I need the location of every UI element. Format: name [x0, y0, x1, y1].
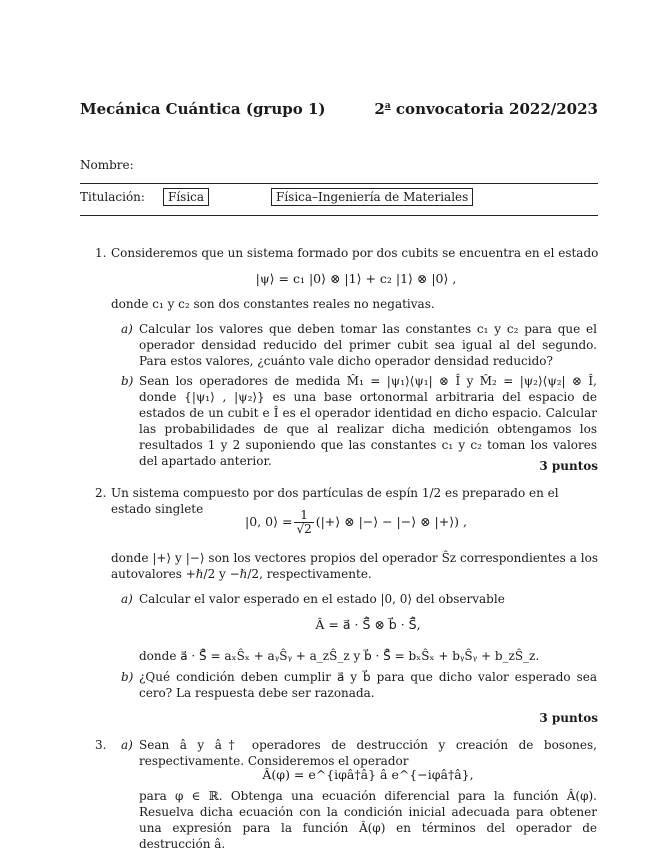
q2-after: donde |+⟩ y |−⟩ son los vectores propios del operador Ŝz correspondientes a los autovalores +ℏ/2 y −ℏ/2, respectivamente. [111, 551, 598, 581]
q1-a-label: a) [121, 322, 133, 336]
q2-equation [111, 509, 601, 536]
option-fisica-materiales[interactable]: Física–Ingeniería de Materiales [271, 188, 473, 206]
q2-a-text: Calcular el valor esperado en el estado |0, 0⟩ del observable [139, 592, 505, 606]
bottom-rule [80, 215, 598, 216]
q2-intro: Un sistema compuesto por dos partículas de espín 1/2 es preparado en el estado singlete [111, 486, 559, 516]
q2-number: 2. [95, 486, 107, 500]
nombre-label: Nombre: [80, 158, 134, 172]
q2-a-where: donde a⃗ · S⃗̂ = aₓŜₓ + aᵧŜᵧ + a_zŜ_z y b⃗ · S⃗̂ = bₓŜₓ + bᵧŜᵧ + b_zŜ_z. [139, 649, 540, 663]
q1-number: 1. [95, 246, 107, 260]
q2-points: 3 puntos [539, 711, 598, 725]
q2-a-label: a) [121, 592, 133, 606]
option-fisica[interactable]: Física [163, 188, 209, 206]
q1-b-label: b) [121, 374, 134, 388]
q2-eq-lhs: |0, 0⟩ = [245, 514, 293, 529]
q3-number: 3. [95, 738, 107, 752]
q3-a-text: Sean â y â† operadores de destrucción y creación de bosones, respectivamente. Consideremos el operador [139, 738, 597, 768]
q1-after: donde c₁ y c₂ son dos constantes reales no negativas. [111, 297, 435, 311]
top-rule [80, 183, 598, 184]
titulacion-label: Titulación: [80, 190, 145, 204]
q2-a-equation: Â = a⃗ · S⃗̂ ⊗ b⃗ · S⃗̂, [315, 617, 421, 632]
q1-equation: |ψ⟩ = c₁ |0⟩ ⊗ |1⟩ + c₂ |1⟩ ⊗ |0⟩ , [255, 271, 457, 286]
q2-eq-rhs: (|+⟩ ⊗ |−⟩ − |−⟩ ⊗ |+⟩) , [315, 514, 467, 529]
q1-points: 3 puntos [539, 459, 598, 473]
q2-b-text: ¿Qué condición deben cumplir a⃗ y b⃗ para que dicho valor esperado sea cero? La respuesta debe ser razonada. [139, 670, 597, 700]
q2-eq-denominator: √2 [296, 522, 312, 536]
q1-a-text: Calcular los valores que deben tomar las constantes c₁ y c₂ para que el operador densidad reducido del primer cubit sea igual al del segundo. Para estos valores, ¿cuánto vale dicho operador densidad reducido? [139, 322, 597, 368]
session-superscript: a [384, 101, 391, 111]
q2-eq-numerator: 1 [294, 509, 313, 523]
session-title [374, 100, 598, 118]
q3-a-equation: Â(φ) = e^{iφâ†â} â e^{−iφâ†â}, [262, 767, 474, 782]
q1-b-text: Sean los operadores de medida M̂₁ = |ψ₁⟩⟨ψ₁| ⊗ Î y M̂₂ = |ψ₂⟩⟨ψ₂| ⊗ Î, donde {|ψ₁⟩ , |ψ₂⟩} es una base ortonormal arbitraria del espacio de estados de un cubit e Î es el operador identidad en dicho espacio. Calcular las probabilidades de que al realizar dicha medición obtengamos los resultados 1 y 2 suponiendo que las constantes c₁ y c₂ toman los valores del apartado anterior. [139, 374, 597, 468]
course-title: Mecánica Cuántica (grupo 1) [80, 100, 326, 118]
q1-intro: Consideremos que un sistema formado por dos cubits se encuentra en el estado [111, 246, 599, 260]
session-number: 2 [374, 100, 385, 118]
session-text: convocatoria 2022/2023 [390, 100, 598, 118]
q2-eq-fraction [294, 509, 313, 536]
q2-b-label: b) [121, 670, 134, 684]
q3-a-label: a) [121, 738, 133, 752]
q3-a-text2: para φ ∈ ℝ. Obtenga una ecuación diferencial para la función Â(φ). Resuelva dicha ecuación con la condición inicial adecuada para obtener una expresión para la función Â(φ) en términos del operador de destrucción â. [139, 789, 597, 851]
